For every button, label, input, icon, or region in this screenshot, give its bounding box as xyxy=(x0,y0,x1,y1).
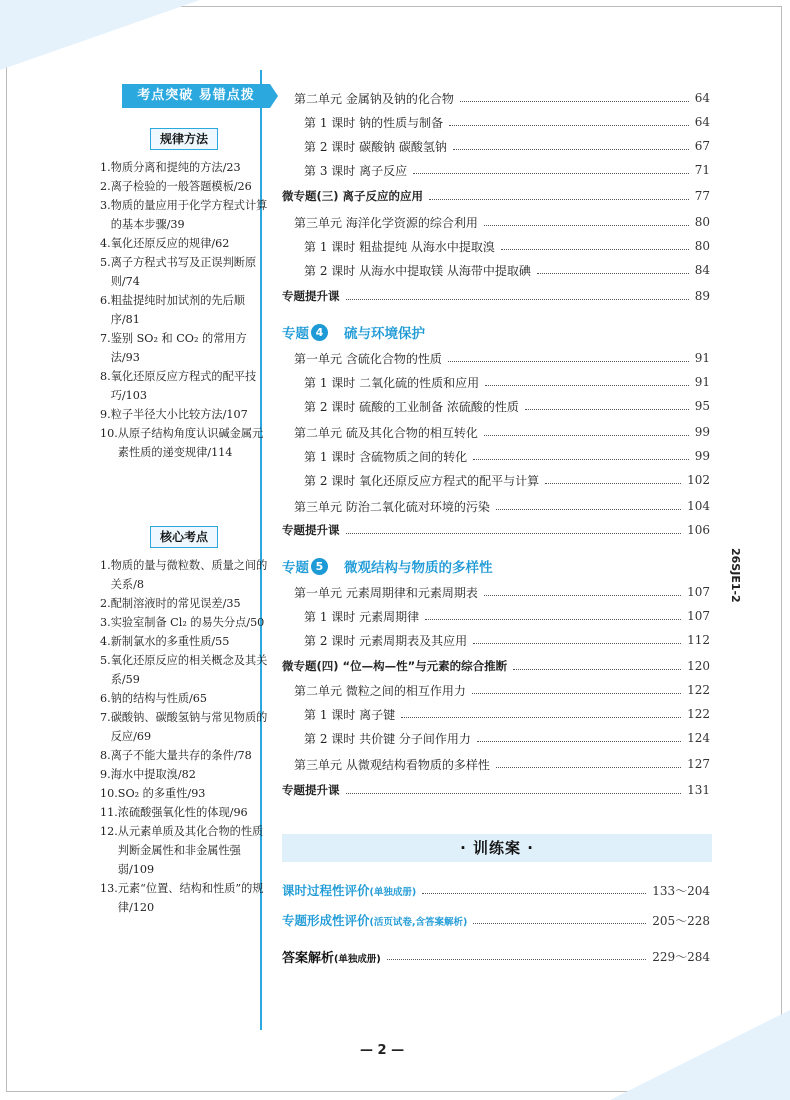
list-item-text: 氧化还原反应方程式的配平技巧/103 xyxy=(110,370,257,402)
training-entry-label: 专题形成性评价 xyxy=(282,913,370,928)
dot-leader xyxy=(425,619,681,620)
dot-leader xyxy=(513,669,681,670)
list-item[interactable] xyxy=(100,196,268,234)
toc-entry-title: 第 2 课时 碳酸钠 碳酸氢钠 xyxy=(304,139,447,154)
dot-leader xyxy=(422,893,646,894)
section-label-core-points: 核心考点 xyxy=(150,526,218,548)
topic-title: 硫与环境保护 xyxy=(344,326,425,342)
training-entry-title xyxy=(282,911,467,929)
list-item-text: 物质分离和提纯的方法/23 xyxy=(110,161,241,174)
list-item[interactable] xyxy=(100,708,268,746)
side-code: 26SJE1-2 xyxy=(729,548,742,603)
toc-entry-page: 67 xyxy=(694,139,710,153)
toc-entry-page: 112 xyxy=(687,633,710,647)
dot-leader xyxy=(472,693,681,694)
toc-entry-unit[interactable] xyxy=(282,212,710,232)
dot-leader xyxy=(453,149,689,150)
list-item-number: 12. xyxy=(100,825,118,838)
toc-entry-title: 第三单元 防治二氧化硫对环境的污染 xyxy=(294,499,490,514)
list-item[interactable] xyxy=(100,765,268,784)
list-item[interactable] xyxy=(100,651,268,689)
list-item-text: 物质的量与微粒数、质量之间的关系/8 xyxy=(110,559,268,591)
toc-entry-title: 第 1 课时 粗盐提纯 从海水中提取溴 xyxy=(304,239,495,254)
toc-entry-unit[interactable] xyxy=(282,348,710,368)
toc-entry-page: 124 xyxy=(687,731,710,745)
toc-entry-title: 第二单元 微粒之间的相互作用力 xyxy=(294,683,466,698)
list-item-text: 离子不能大量共存的条件/78 xyxy=(110,749,252,762)
list-item-text: 氧化还原反应的规律/62 xyxy=(110,237,230,250)
list-item[interactable] xyxy=(100,329,268,367)
toc-entry-title: 第 2 课时 氧化还原反应方程式的配平与计算 xyxy=(304,473,540,488)
list-item[interactable] xyxy=(100,177,268,196)
list-item[interactable] xyxy=(100,234,268,253)
list-item-number: 8. xyxy=(100,749,111,762)
toc-entry-lesson[interactable] xyxy=(282,260,710,280)
toc-entry-lesson[interactable] xyxy=(282,396,710,416)
dot-leader xyxy=(477,741,681,742)
toc-entry-title: 专题提升课 xyxy=(282,289,340,303)
list-item-text: 从原子结构角度认识碱金属元素性质的递变规律/114 xyxy=(117,427,264,459)
core-points-list xyxy=(100,556,268,917)
toc-entry-page: 89 xyxy=(694,289,710,303)
list-item-text: 离子检验的一般答题模板/26 xyxy=(110,180,252,193)
list-item-number: 5. xyxy=(100,654,111,667)
topic-title: 微观结构与物质的多样性 xyxy=(344,560,493,576)
list-item[interactable] xyxy=(100,405,268,424)
toc-entry-lesson[interactable] xyxy=(282,136,710,156)
toc-entry-title: 第三单元 从微观结构看物质的多样性 xyxy=(294,757,490,772)
list-item-number: 5. xyxy=(100,256,111,269)
dot-leader xyxy=(496,767,681,768)
section-label-methods: 规律方法 xyxy=(150,128,218,150)
toc-entry-lesson[interactable] xyxy=(282,372,710,392)
list-item-text: 配制溶液时的常见误差/35 xyxy=(110,597,241,610)
toc-entry-lesson[interactable] xyxy=(282,446,710,466)
toc-entry-page: 107 xyxy=(687,585,710,599)
toc-entry-page: 80 xyxy=(694,215,710,229)
list-item-number: 10. xyxy=(100,787,118,800)
list-item-number: 3. xyxy=(100,199,111,212)
list-item-text: 碳酸钠、碳酸氢钠与常见物质的反应/69 xyxy=(110,711,268,743)
dot-leader xyxy=(346,299,689,300)
list-item-number: 4. xyxy=(100,635,111,648)
list-item-number: 2. xyxy=(100,180,111,193)
toc-entry-title: 专题提升课 xyxy=(282,783,340,797)
list-item-number: 9. xyxy=(100,768,111,781)
toc-entry-title: 第 2 课时 共价键 分子间作用力 xyxy=(304,731,471,746)
toc-entry-page: 106 xyxy=(687,523,710,537)
list-item-number: 3. xyxy=(100,616,111,629)
toc-entry-page: 127 xyxy=(687,757,710,771)
list-item-text: 鉴别 SO₂ 和 CO₂ 的常用方法/93 xyxy=(110,332,247,364)
training-entry-pages: 205～228 xyxy=(652,913,710,928)
page-number: — 2 — xyxy=(360,1043,405,1058)
toc-entry-page: 99 xyxy=(694,449,710,463)
toc-entry-title: 微专题(三) 离子反应的应用 xyxy=(282,189,424,203)
topic-number-badge: 4 xyxy=(311,324,328,341)
dot-leader xyxy=(473,923,646,924)
list-item[interactable] xyxy=(100,689,268,708)
dot-leader xyxy=(473,459,689,460)
dot-leader xyxy=(501,249,689,250)
training-entry-note: (单独成册) xyxy=(334,953,381,965)
dot-leader xyxy=(346,533,682,534)
toc-entry-title: 第 3 课时 离子反应 xyxy=(304,163,408,178)
toc-entry-title: 第 1 课时 二氧化硫的性质和应用 xyxy=(304,375,480,390)
toc-entry-special[interactable] xyxy=(282,656,710,676)
list-item[interactable] xyxy=(100,613,268,632)
dot-leader xyxy=(484,435,689,436)
toc-entry-title: 第 2 课时 硫酸的工业制备 浓硫酸的性质 xyxy=(304,399,519,414)
list-item[interactable] xyxy=(100,253,268,291)
sidebar-banner: 考点突破 易错点拨 xyxy=(122,84,270,108)
dot-leader xyxy=(448,361,689,362)
toc-entry-title: 第二单元 金属钠及钠的化合物 xyxy=(294,91,454,106)
list-item-number: 1. xyxy=(100,559,111,572)
dot-leader xyxy=(545,483,681,484)
list-item-number: 9. xyxy=(100,408,111,421)
list-item-number: 1. xyxy=(100,161,111,174)
toc-entry-page: 91 xyxy=(694,351,710,365)
toc-entry-page: 99 xyxy=(694,425,710,439)
toc-entry-special[interactable] xyxy=(282,520,710,540)
toc-entry-unit[interactable] xyxy=(282,680,710,700)
list-item-text: 粗盐提纯时加试剂的先后顺序/81 xyxy=(110,294,245,326)
list-item[interactable] xyxy=(100,822,268,879)
toc-entry-page: 131 xyxy=(687,783,710,797)
toc-entry-lesson[interactable] xyxy=(282,112,710,132)
toc-entry-title: 第 1 课时 含硫物质之间的转化 xyxy=(304,449,468,464)
toc-entry-page: 120 xyxy=(687,659,710,673)
toc-entry-special[interactable] xyxy=(282,780,710,800)
toc-entry-unit[interactable] xyxy=(282,496,710,516)
list-item-text: 元素“位置、结构和性质”的规律/120 xyxy=(117,882,264,914)
list-item-text: SO₂ 的多重性/93 xyxy=(117,787,206,800)
list-item-number: 6. xyxy=(100,294,111,307)
dot-leader xyxy=(460,101,689,102)
corner-decoration-bottom-right xyxy=(610,1010,790,1100)
toc-entry-title: 微专题(四) “位—构—性”与元素的综合推断 xyxy=(282,659,508,673)
toc-entry-title: 第 1 课时 元素周期律 xyxy=(304,609,420,624)
corner-decoration-top-left xyxy=(0,0,200,70)
training-entry-pages: 229～284 xyxy=(652,949,710,964)
topic-number-badge: 5 xyxy=(311,558,328,575)
list-item[interactable] xyxy=(100,158,268,177)
topic-prefix: 专题 xyxy=(282,560,309,576)
list-item[interactable] xyxy=(100,556,268,594)
toc-entry-page: 104 xyxy=(687,499,710,513)
list-item-number: 11. xyxy=(100,806,118,819)
list-item-number: 13. xyxy=(100,882,118,895)
list-item-text: 粒子半径大小比较方法/107 xyxy=(110,408,248,421)
toc-entry-page: 122 xyxy=(687,707,710,721)
toc-entry-page: 107 xyxy=(687,609,710,623)
list-item-number: 2. xyxy=(100,597,111,610)
training-entry[interactable] xyxy=(282,880,710,900)
toc-entry-page: 64 xyxy=(694,115,710,129)
list-item[interactable] xyxy=(100,367,268,405)
toc-entry-page: 122 xyxy=(687,683,710,697)
toc-entry-title: 第 2 课时 元素周期表及其应用 xyxy=(304,633,468,648)
dot-leader xyxy=(413,173,689,174)
toc-entry-unit[interactable] xyxy=(282,754,710,774)
toc-entry-lesson[interactable] xyxy=(282,236,710,256)
toc-entry-title: 第一单元 含硫化合物的性质 xyxy=(294,351,442,366)
list-item-number: 8. xyxy=(100,370,111,383)
toc-entry-page: 64 xyxy=(694,91,710,105)
dot-leader xyxy=(429,199,689,200)
toc-entry-unit[interactable] xyxy=(282,88,710,108)
training-entry-title xyxy=(282,947,381,966)
list-item-text: 实验室制备 Cl₂ 的易失分点/50 xyxy=(110,616,265,629)
toc-entry-page: 77 xyxy=(694,189,710,203)
list-item-text: 海水中提取溴/82 xyxy=(110,768,196,781)
toc-entry-title: 第 1 课时 钠的性质与制备 xyxy=(304,115,444,130)
list-item-text: 浓硫酸强氧化性的体现/96 xyxy=(117,806,248,819)
list-item-number: 7. xyxy=(100,711,111,724)
topic-prefix: 专题 xyxy=(282,326,309,342)
list-item[interactable] xyxy=(100,291,268,329)
toc-entry-title: 第 1 课时 离子键 xyxy=(304,707,396,722)
toc-entry-unit[interactable] xyxy=(282,582,710,602)
list-item[interactable] xyxy=(100,746,268,765)
toc-entry-page: 91 xyxy=(694,375,710,389)
dot-leader xyxy=(525,409,689,410)
toc-entry-lesson[interactable] xyxy=(282,160,710,180)
methods-list xyxy=(100,158,268,462)
training-entry[interactable] xyxy=(282,946,710,966)
dot-leader xyxy=(484,595,681,596)
toc-entry-title: 第三单元 海洋化学资源的综合利用 xyxy=(294,215,478,230)
list-item-text: 钠的结构与性质/65 xyxy=(110,692,208,705)
training-entry-label: 答案解析 xyxy=(282,950,335,966)
toc-entry-unit[interactable] xyxy=(282,422,710,442)
dot-leader xyxy=(449,125,689,126)
list-item[interactable] xyxy=(100,424,268,462)
toc-entry-lesson[interactable] xyxy=(282,470,710,490)
toc-entry-special[interactable] xyxy=(282,186,710,206)
dot-leader xyxy=(346,793,682,794)
list-item-text: 新制氯水的多重性质/55 xyxy=(110,635,230,648)
toc-entry-special[interactable] xyxy=(282,286,710,306)
training-entry-title xyxy=(282,881,416,899)
list-item[interactable] xyxy=(100,803,268,822)
toc-entry-page: 102 xyxy=(687,473,710,487)
dot-leader xyxy=(473,643,681,644)
list-item[interactable] xyxy=(100,594,268,613)
training-entry-pages: 133～204 xyxy=(652,883,710,898)
toc-entry-lesson[interactable] xyxy=(282,728,710,748)
training-entry-label: 课时过程性评价 xyxy=(282,883,370,898)
list-item[interactable] xyxy=(100,784,268,803)
list-item-text: 氧化还原反应的相关概念及其关系/59 xyxy=(110,654,268,686)
list-item-text: 物质的量应用于化学方程式计算的基本步骤/39 xyxy=(110,199,268,231)
list-item[interactable] xyxy=(100,879,268,917)
list-item-text: 从元素单质及其化合物的性质判断金属性和非金属性强弱/109 xyxy=(117,825,264,876)
list-item[interactable] xyxy=(100,632,268,651)
topic-heading[interactable] xyxy=(282,320,425,344)
toc-entry-title: 第 2 课时 从海水中提取镁 从海带中提取碘 xyxy=(304,263,531,278)
toc-entry-title: 专题提升课 xyxy=(282,523,340,537)
topic-heading[interactable] xyxy=(282,554,493,578)
training-entry-note: (活页试卷,含答案解析) xyxy=(369,917,468,928)
dot-leader xyxy=(485,385,689,386)
training-entry-note: (单独成册) xyxy=(369,887,417,898)
toc-entry-lesson[interactable] xyxy=(282,630,710,650)
training-banner: · 训练案 · xyxy=(282,834,712,862)
training-entry[interactable] xyxy=(282,910,710,930)
toc-entry-page: 84 xyxy=(694,263,710,277)
dot-leader xyxy=(484,225,689,226)
list-item-number: 4. xyxy=(100,237,111,250)
toc-entry-page: 80 xyxy=(694,239,710,253)
toc-entry-lesson[interactable] xyxy=(282,606,710,626)
dot-leader xyxy=(537,273,689,274)
toc-entry-page: 95 xyxy=(694,399,710,413)
toc-entry-title: 第一单元 元素周期律和元素周期表 xyxy=(294,585,478,600)
dot-leader xyxy=(387,959,646,960)
list-item-number: 7. xyxy=(100,332,111,345)
list-item-number: 6. xyxy=(100,692,111,705)
toc-entry-title: 第二单元 硫及其化合物的相互转化 xyxy=(294,425,478,440)
toc-entry-lesson[interactable] xyxy=(282,704,710,724)
dot-leader xyxy=(496,509,681,510)
list-item-number: 10. xyxy=(100,427,118,440)
dot-leader xyxy=(401,717,681,718)
toc-entry-page: 71 xyxy=(694,163,710,177)
list-item-text: 离子方程式书写及正误判断原则/74 xyxy=(110,256,257,288)
